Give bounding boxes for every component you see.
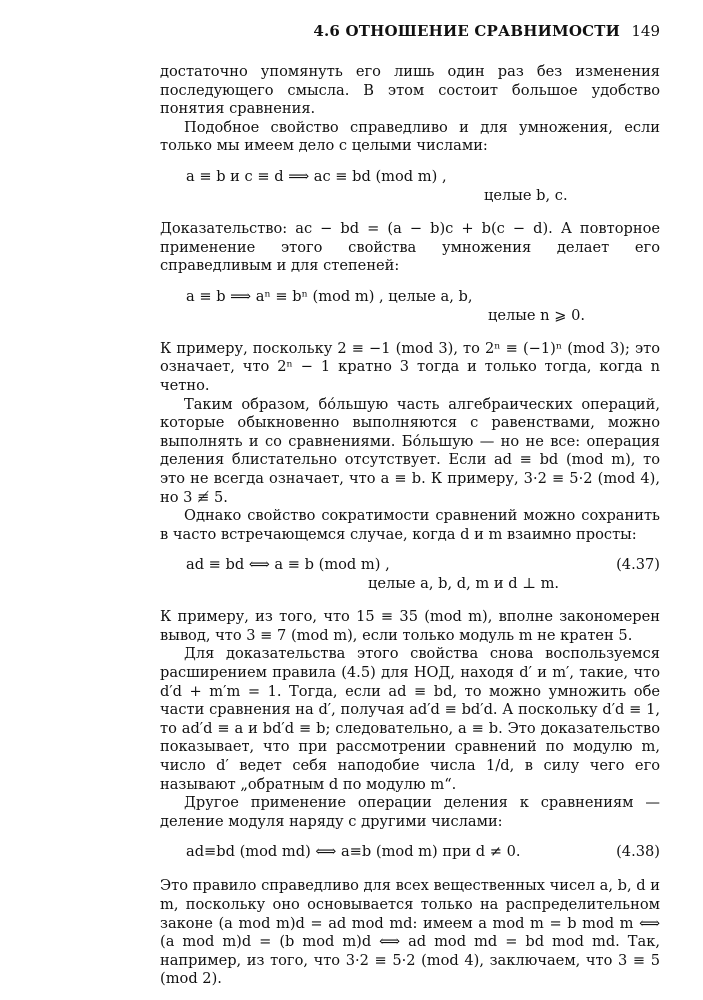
- paragraph-10: Это правило справедливо для всех вещественных чисел a, b, d и m, поскольку оно основывается только на распределительном законе (a mod m)d = ad mod md: имеем a mod m = b mod m ⟺ (a mod m)d = (b mod m)d ⟺ ad mod md = bd mod md. Так, например, из того, что 3·2 ≡ 5·2 (mod 4), заключаем, что 3 ≡ 5 (mod 2).: [160, 877, 660, 988]
- equation-number: (4.38): [616, 843, 660, 861]
- paragraph-9: Другое применение операции деления к сравнениям — деление модуля наряду с другими числами:: [160, 794, 660, 830]
- main-text: [160, 63, 660, 989]
- page-number: 149: [631, 22, 660, 40]
- formula-powers: [160, 288, 660, 326]
- formula-line: ad ≡ bd ⟺ a ≡ b (mod m) ,: [186, 556, 390, 574]
- formula-line: a ≡ b ⟹ aⁿ ≡ bⁿ (mod m) , целые a, b,: [186, 287, 473, 305]
- paragraph-1: достаточно упомянуть его лишь один раз без изменения последующего смысла. В этом состоит большое удобство понятия сравнения.: [160, 63, 660, 118]
- formula-4-38: [160, 843, 660, 863]
- running-header: [160, 22, 660, 48]
- paragraph-6: Однако свойство сократимости сравнений можно сохранить в часто встречающемся случае, когда d и m взаимно просты:: [160, 507, 660, 543]
- paragraph-4: К примеру, поскольку 2 ≡ −1 (mod 3), то 2ⁿ ≡ (−1)ⁿ (mod 3); это означает, что 2ⁿ − 1 кратно 3 тогда и только тогда, когда n четно.: [160, 339, 660, 394]
- paragraph-5: Таким образом, бо́льшую часть алгебраических операций, которые обыкновенно выполняются с равенствами, можно выполнять и со сравнениями. Бо́льшую — но не все: операция деления блистательно отсутствует. Если ad ≡ bd (mod m), то это не всегда означает, что a ≡ b. К примеру, 3·2 ≡ 5·2 (mod 4), но 3 ≢ 5.: [160, 395, 660, 506]
- paragraph-2: Подобное свойство справедливо и для умножения, если только мы имеем дело с целыми числами:: [160, 118, 660, 155]
- equation-number: (4.37): [616, 556, 660, 574]
- formula-line: a ≡ b и c ≡ d ⟹ ac ≡ bd (mod m) ,: [186, 167, 447, 185]
- formula-line: ad≡bd (mod md) ⟺ a≡b (mod m) при d ≠ 0.: [186, 843, 521, 861]
- formula-condition: целые n ⩾ 0.: [488, 306, 586, 324]
- formula-4-37: [160, 556, 660, 594]
- paragraph-7: К примеру, из того, что 15 ≡ 35 (mod m), вполне закономерен вывод, что 3 ≡ 7 (mod m), если только модуль m не кратен 5.: [160, 608, 660, 644]
- formula-multiplication: [160, 168, 660, 206]
- paragraph-3: Доказательство: ac − bd = (a − b)c + b(c − d). А повторное применение этого свойства умножения делает его справедливым и для степеней:: [160, 219, 660, 275]
- section-title: 4.6 ОТНОШЕНИЕ СРАВНИМОСТИ: [313, 22, 620, 40]
- formula-condition: целые b, c.: [484, 186, 568, 204]
- formula-condition: целые a, b, d, m и d ⊥ m.: [368, 575, 560, 593]
- paragraph-8: Для доказательства этого свойства снова воспользуемся расширением правила (4.5) для НОД, находя d′ и m′, такие, что d′d + m′m = 1. Тогда, если ad ≡ bd, то можно умножить обе части сравнения на d′, получая ad′d ≡ bd′d. А поскольку d′d ≡ 1, то ad′d ≡ a и bd′d ≡ b; следовательно, a ≡ b. Это доказательство показывает, что при рассмотрении сравнений по модулю m, число d′ ведет себя наподобие числа 1/d, в силу чего его называют „обратным d по модулю m“.: [160, 645, 660, 793]
